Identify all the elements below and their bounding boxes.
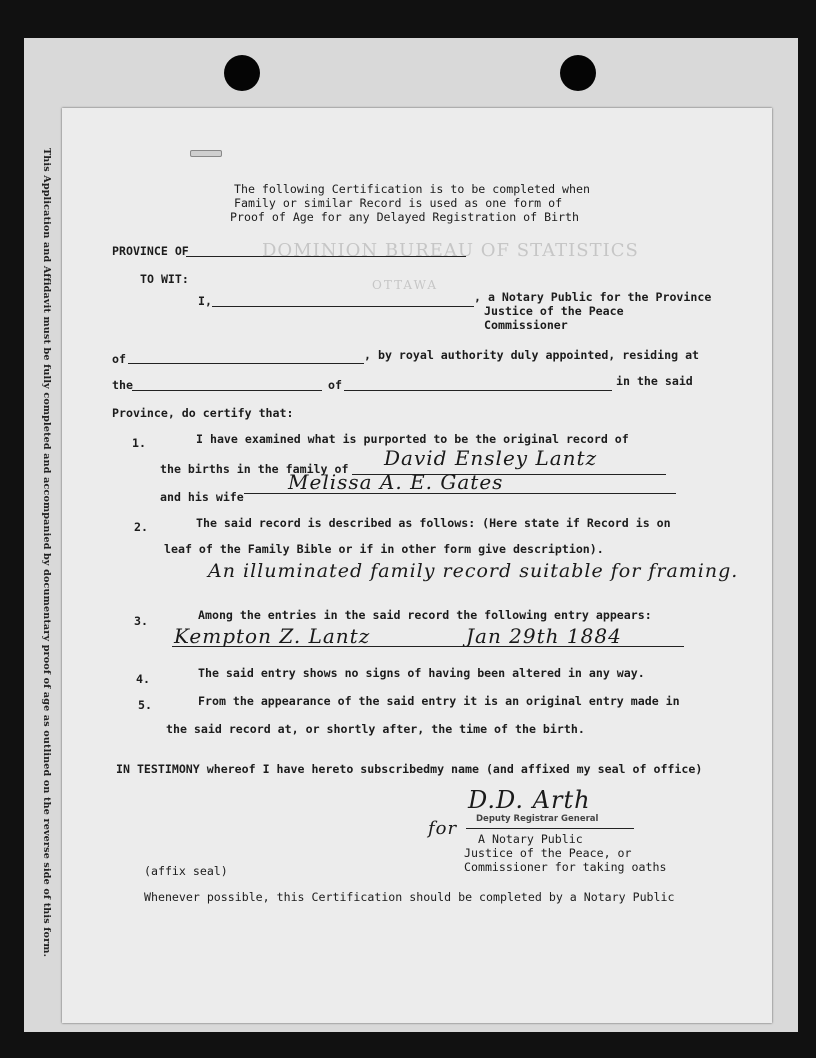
side-instruction: [40, 148, 64, 958]
of-label-2: of: [328, 378, 342, 392]
item-4-number: 4.: [136, 672, 150, 686]
province-field[interactable]: [186, 256, 466, 257]
signature-line[interactable]: [466, 828, 634, 829]
item-1-family-label: the births in the family of: [160, 462, 349, 476]
item-5-text: From the appearance of the said entry it is an original entry made in: [198, 694, 680, 708]
header-line-3: Proof of Age for any Delayed Registration of Birth: [230, 210, 580, 224]
description-handwritten: An illuminated family record suitable for framing.: [208, 560, 739, 582]
header-line-2: Family or similar Record is used as one form of: [234, 196, 563, 210]
mother-name-handwritten: Melissa A. E. Gates: [288, 470, 504, 494]
residence-of-field[interactable]: [344, 390, 612, 391]
signatory-line-1: A Notary Public: [478, 832, 583, 846]
entry-date-handwritten: Jan 29th 1884: [466, 624, 622, 648]
item-4-text: The said entry shows no signs of having been altered in any way.: [198, 666, 645, 680]
punch-hole-left: [224, 55, 260, 91]
affix-seal-label: (affix seal): [144, 864, 228, 878]
signatory-line-2: Justice of the Peace, or: [464, 846, 632, 860]
appointment-place-field[interactable]: [128, 363, 364, 364]
item-5-number: 5.: [138, 698, 152, 712]
item-2-text: The said record is described as follows: (Here state if Record is on: [196, 516, 671, 530]
of-label: of: [112, 352, 126, 366]
background-city-text: OTTAWA: [372, 278, 438, 292]
item-2-number: 2.: [134, 520, 148, 534]
item-3-text: Among the entries in the said record the following entry appears:: [198, 608, 652, 622]
name-label: I,: [198, 294, 212, 308]
in-the-said-label: in the said: [616, 374, 693, 388]
item-1-number: 1.: [132, 436, 146, 450]
item-2-text-2: leaf of the Family Bible or if in other form give description).: [164, 542, 604, 556]
item-1-wife-label: and his wife: [160, 490, 244, 504]
item-5-text-2: the said record at, or shortly after, the time of the birth.: [166, 722, 585, 736]
to-wit-label: TO WIT:: [140, 272, 189, 286]
royal-authority-text: , by royal authority duly appointed, residing at: [364, 348, 700, 362]
signatory-line-3: Commissioner for taking oaths: [464, 860, 667, 874]
the-label: the: [112, 378, 133, 392]
officer-name-field[interactable]: [212, 306, 474, 307]
header-line-1: The following Certification is to be completed when: [234, 182, 590, 196]
background-agency-text: DOMINION BUREAU OF STATISTICS: [262, 240, 639, 261]
father-name-handwritten: David Ensley Lantz: [384, 446, 598, 470]
signature-handwritten: D.D. Arth: [468, 786, 591, 814]
item-3-number: 3.: [134, 614, 148, 628]
footer-note: Whenever possible, this Certification should be completed by a Notary Public: [144, 890, 675, 904]
staple: [190, 150, 222, 157]
testimony-text: IN TESTIMONY whereof I have hereto subscribedmy name (and affixed my seal of office): [116, 762, 703, 776]
punch-hole-right: [560, 55, 596, 91]
entry-name-handwritten: Kempton Z. Lantz: [174, 624, 371, 648]
deputy-registrar-stamp: Deputy Registrar General: [476, 814, 599, 824]
commissioner-label: Commissioner: [484, 318, 568, 332]
residence-field[interactable]: [132, 390, 322, 391]
province-label: PROVINCE OF: [112, 244, 189, 258]
item-1-text: I have examined what is purported to be the original record of: [196, 432, 629, 446]
for-handwritten: for: [428, 818, 458, 839]
side-instruction-text: This Application and Affidavit must be fully completed and accompanied by documentary proof of age as outlined on the reverse side of this form.: [41, 148, 52, 958]
certify-text: Province, do certify that:: [112, 406, 294, 420]
notary-label: , a Notary Public for the Province: [474, 290, 712, 304]
justice-label: Justice of the Peace: [484, 304, 624, 318]
